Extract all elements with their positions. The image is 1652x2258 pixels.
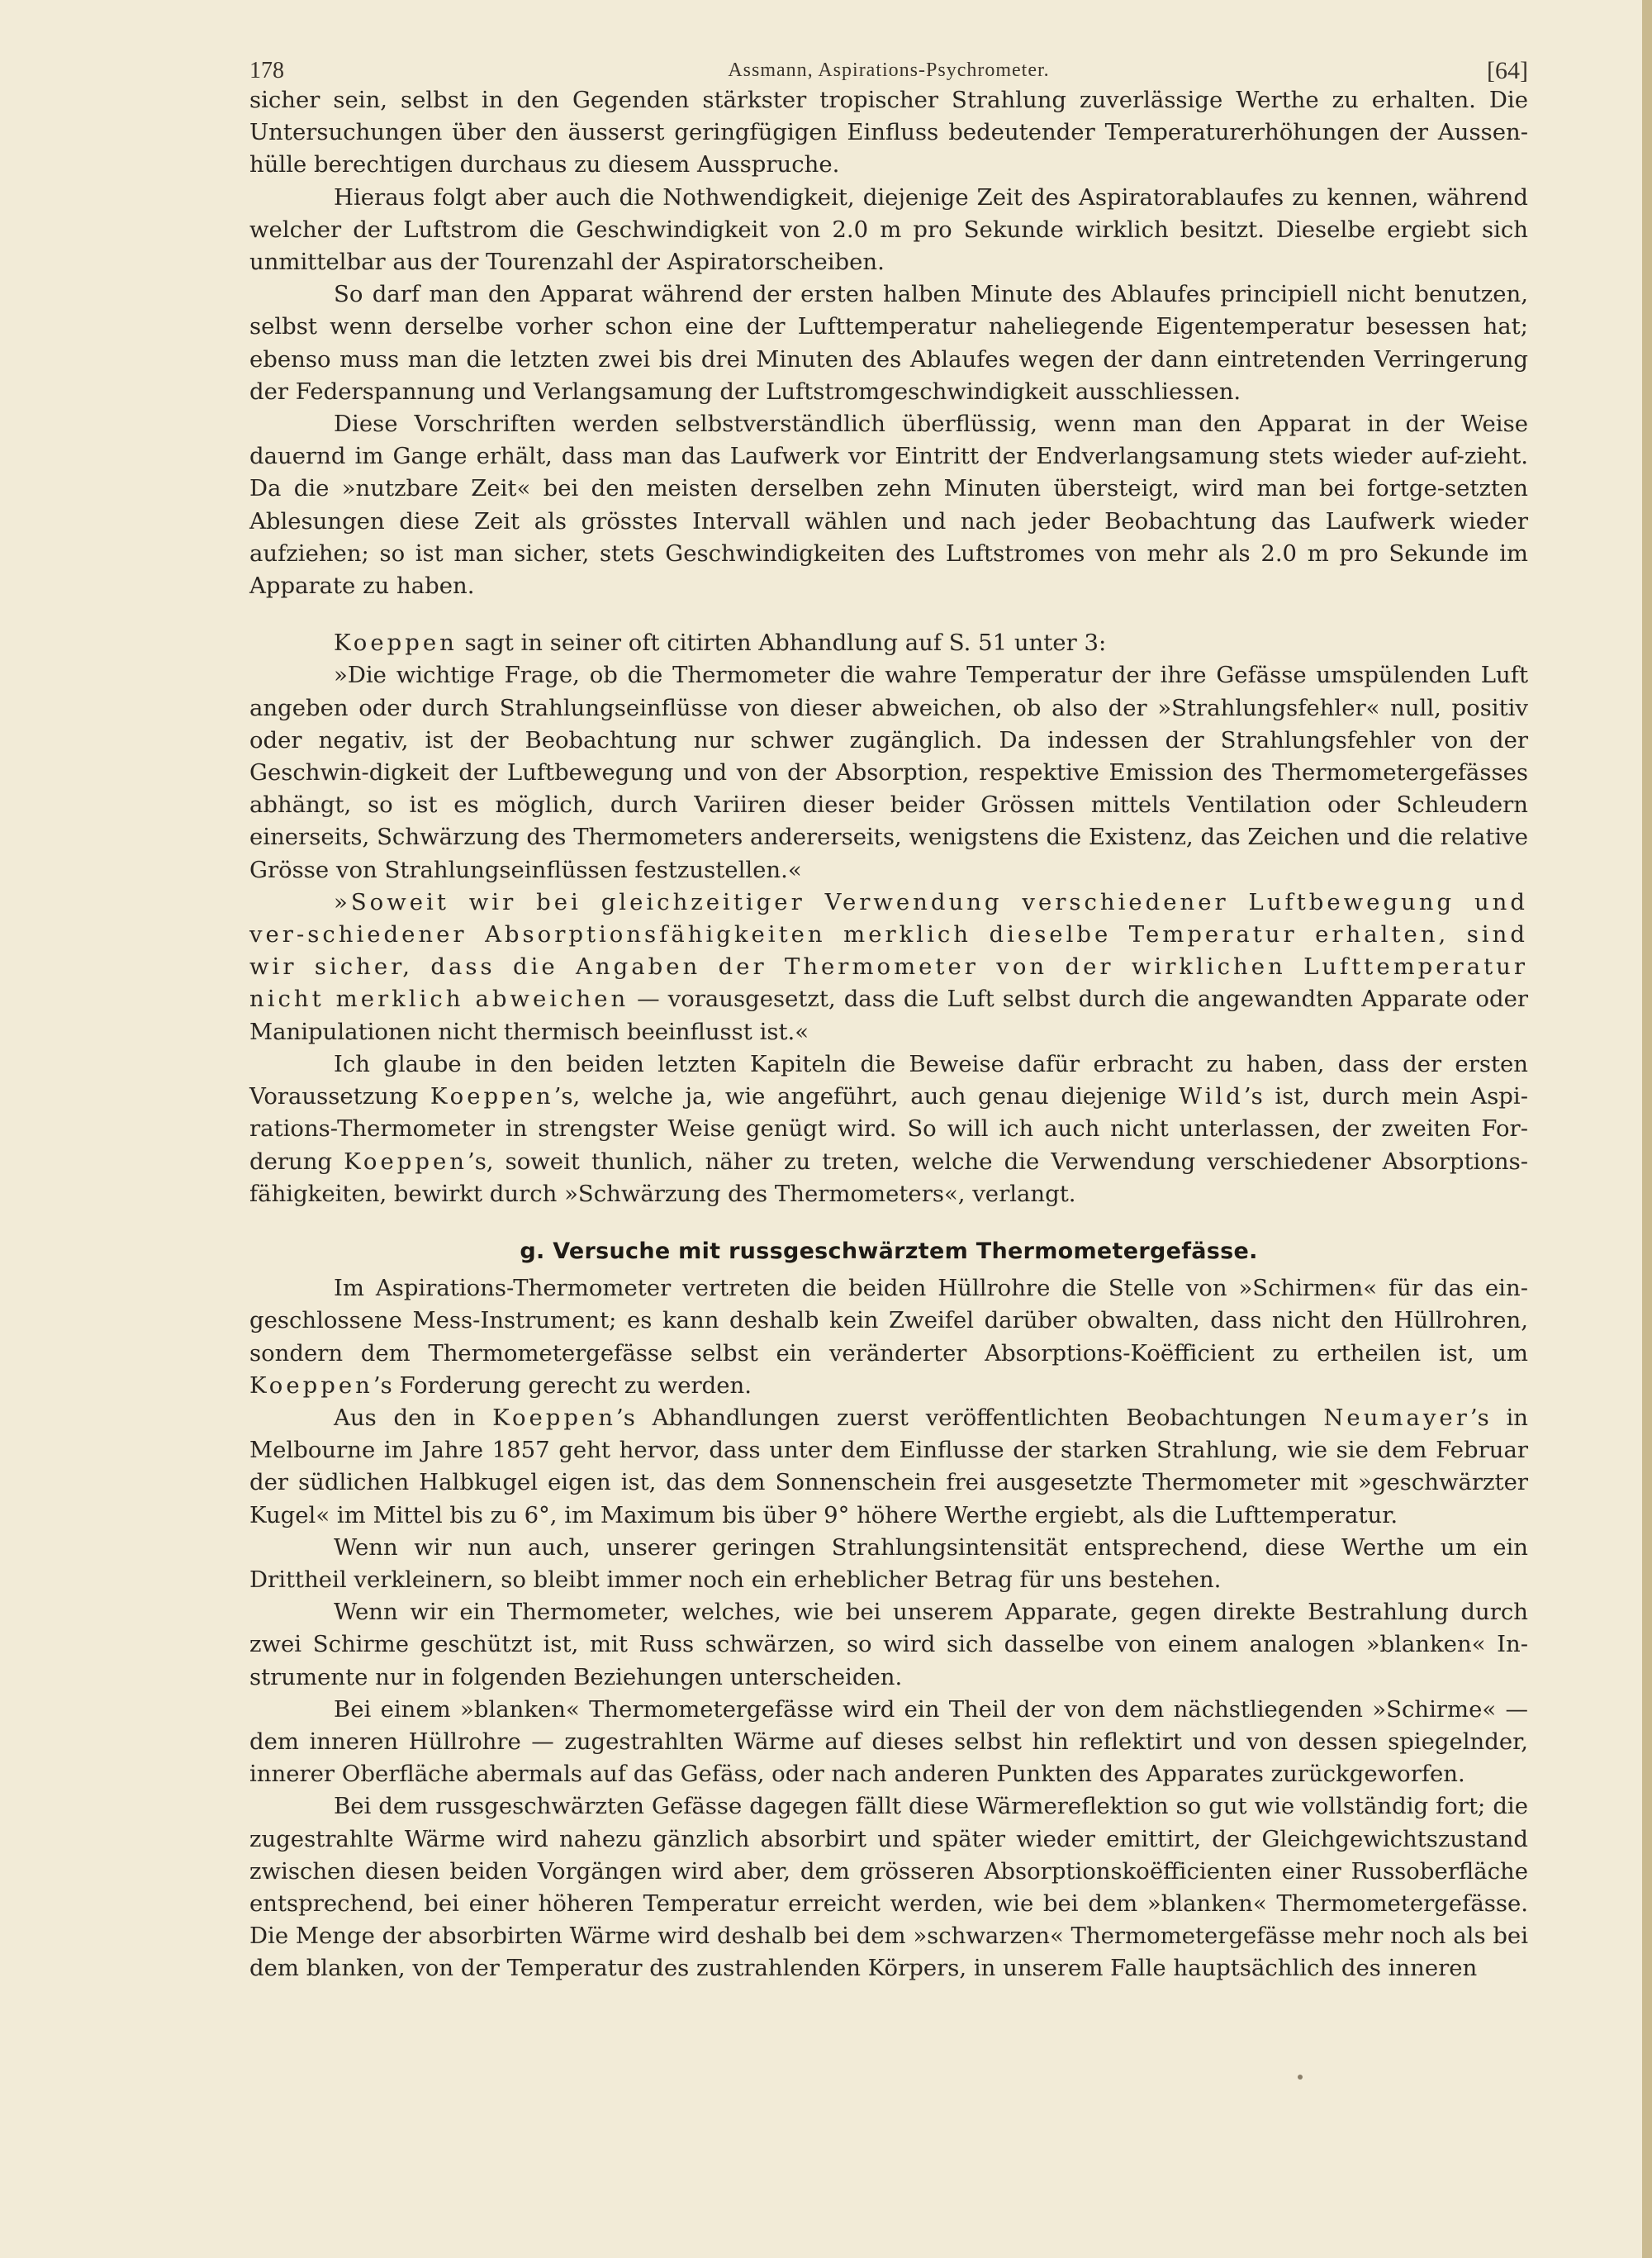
text-run: ’s, welche ja, wie angeführt, auch genau diejenige [553, 1083, 1179, 1110]
text-run: sagt in seiner oft citirten Abhandlung auf S. 51 unter 3: [457, 630, 1107, 657]
running-title: Assmann, Aspirations-Psychrometer. [728, 59, 1050, 81]
author-name: Koeppen [344, 1148, 468, 1175]
section-paragraph-6: Bei dem russgeschwärzten Gefässe dagegen fällt diese Wärmereflektion so gut wie vollständig fort; die zugestrahlte Wärme wird nahezu gänzlich absorbirt und später wieder emittirt, der Gleichgewichtszustand zwischen diesen beiden Vorgängen wird aber, dem grösseren Absorptionskoëfficienten einer Russoberfläche entsprechend, bei einer höheren Temperatur erreicht werden, wie bei dem »blanken« Thermometergefässe. Die Menge der absorbirten Wärme wird deshalb bei dem »schwarzen« Thermometergefässe mehr noch als bei dem blanken, von der Temperatur des zustrahlenden Körpers, in unserem Falle hauptsächlich des inneren [249, 1793, 1528, 1982]
author-name: Neumayer [1323, 1404, 1470, 1431]
page-number: 178 [249, 58, 284, 83]
author-name: Wild [1178, 1083, 1244, 1110]
text-run: ’s, soweit thunlich, näher zu treten, welche die Verwendung verschiedener Absorptions-fähigkeiten, bewirkt durch »Schwärzung des Thermometers«, verlangt. [249, 1148, 1528, 1207]
text-run: — vorausgesetzt, dass die Luft selbst durch die angewandten Apparate oder Manipulationen nicht thermisch beeinflusst ist.« [249, 986, 1528, 1045]
text-run: Ich glaube in den beiden letzten Kapiteln die Beweise dafür erbracht zu haben, dass der ersten Voraussetzung [249, 1050, 1528, 1110]
text-run: Aus den in [334, 1404, 493, 1431]
emphasized-text: »Soweit wir bei gleichzeitiger Verwendung verschiedener Luftbewegung und ver-schiedener Absorptionsfähigkeiten merklich dieselbe Temperatur erhalten, sind wir sicher, dass die Angaben der Thermometer von der wirklichen Lufttemperatur nicht merklich abweichen [249, 888, 1528, 1013]
author-name: Koeppen [492, 1404, 617, 1431]
bracket-page-number: [64] [1487, 57, 1528, 84]
text-run: ’s ist, durch mein Aspi-rations-Thermometer in strengster Weise genügt wird. So will ich auch nicht unterlassen, der zweiten For-derung [249, 1083, 1528, 1175]
section-paragraph-1 [249, 1272, 1528, 1402]
paragraph-regulations: Diese Vorschriften werden selbstverständlich überflüssig, wenn man den Apparat in der Weise dauernd im Gange erhält, dass man das Laufwerk vor Eintritt der Endverlangsamung stets wieder auf-zieht. Da die »nutzbare Zeit« bei den meisten derselben zehn Minuten übersteigt, wird man bei fortge-setzten Ablesungen diese Zeit als grösstes Intervall wählen und nach jeder Beobachtung das Laufwerk wieder aufziehen; so ist man sicher, stets Geschwindigkeiten des Luftstromes von mehr als 2.0 m pro Sekunde im Apparate zu haben. [249, 411, 1528, 600]
section-heading: g. Versuche mit russgeschwärztem Thermometergefässe. [520, 1238, 1258, 1264]
paragraph-conclusion [249, 1048, 1528, 1210]
running-header [249, 48, 1528, 84]
paragraph-koeppen-intro [249, 627, 1528, 659]
paragraph-first-minute: So darf man den Apparat während der ersten halben Minute des Ablaufes principiell nicht benutzen, selbst wenn derselbe vorher schon eine der Lufttemperatur naheliegende Eigentemperatur besessen hat; ebenso muss man die letzten zwei bis drei Minuten des Ablaufes wegen der dann eintretenden Verringerung der Federspannung und Verlangsamung der Luftstromgeschwindigkeit ausschliessen. [249, 281, 1528, 405]
text-run: ’s Abhandlungen zuerst veröffentlichten Beobachtungen [616, 1404, 1324, 1431]
section-paragraph-2 [249, 1402, 1528, 1532]
section-paragraph-3: Wenn wir nun auch, unserer geringen Strahlungsintensität entsprechend, diese Werthe um ein Drittheil verkleinern, so bleibt immer noch ein erheblicher Betrag für uns bestehen. [249, 1533, 1528, 1593]
text-run: ’s Forderung gerecht zu werden. [373, 1371, 752, 1399]
document-page [249, 48, 1528, 1985]
page-edge-strip [1642, 0, 1652, 2258]
author-name: Koeppen [249, 1371, 373, 1399]
author-name: Koeppen [334, 630, 458, 657]
paragraph-continued: sicher sein, selbst in den Gegenden stärkster tropischer Strahlung zuverlässige Werthe zu erhalten. Die Untersuchungen über den äusserst geringfügigen Einfluss bedeutender Temperaturerhöhungen der Aussen-hülle berechtigen durchaus zu diesem Ausspruche. [249, 87, 1528, 178]
quote-paragraph-2 [249, 887, 1528, 1048]
section-paragraph-5: Bei einem »blanken« Thermometergefässe wird ein Theil der von dem nächstliegenden »Schirme« — dem inneren Hüllrohre — zugestrahlten Wärme auf dieses selbst hin reflektirt und von dessen spiegelnder, innerer Oberfläche abermals auf das Gefäss, oder nach anderen Punkten des Apparates zurückgeworfen. [249, 1695, 1528, 1788]
section-paragraph-4: Wenn wir ein Thermometer, welches, wie bei unserem Apparate, gegen direkte Bestrahlung durch zwei Schirme geschützt ist, mit Russ schwärzen, so wird sich dasselbe von einem analogen »blanken« In-strumente nur in folgenden Beziehungen unterscheiden. [249, 1599, 1528, 1690]
paragraph-aspirator-time: Hieraus folgt aber auch die Nothwendigkeit, diejenige Zeit des Aspiratorablaufes zu kennen, während welcher der Luftstrom die Geschwindigkeit von 2.0 m pro Sekunde wirklich besitzt. Dieselbe ergiebt sich unmittelbar aus der Tourenzahl der Aspiratorscheiben. [249, 183, 1528, 276]
ink-speck [1298, 2075, 1303, 2080]
text-run: ’s in Melbourne im Jahre 1857 geht hervor, dass unter dem Einflusse der starken Strahlung, wie sie dem Februar der südlichen Halbkugel eigen ist, das dem Sonnenschein frei ausgesetzte Thermometer mit »geschwärzter Kugel« im Mittel bis zu 6°, im Maximum bis über 9° höhere Werthe ergiebt, als die Lufttemperatur. [249, 1404, 1528, 1528]
text-run: Im Aspirations-Thermometer vertreten die beiden Hüllrohre die Stelle von »Schirmen« für das ein-geschlossene Mess-Instrument; es kann deshalb kein Zweifel darüber obwalten, dass nicht den Hüllrohren, sondern dem Thermometergefässe selbst ein veränderter Absorptions-Koëfficient zu ertheilen ist, um [249, 1275, 1528, 1367]
quote-paragraph-1: »Die wichtige Frage, ob die Thermometer die wahre Temperatur der ihre Gefässe umspülenden Luft angeben oder durch Strahlungseinflüsse von dieser abweichen, ob also der »Strahlungsfehler« null, positiv oder negativ, ist der Beobachtung nur schwer zugänglich. Da indessen der Strahlungsfehler von der Geschwin-digkeit der Luftbewegung und von der Absorption, respektive Emission des Thermometergefässes abhängt, so ist es möglich, durch Variiren dieser beider Grössen mittels Ventilation oder Schleudern einerseits, Schwärzung des Thermometers andererseits, wenigstens die Existenz, das Zeichen und die relative Grösse von Strahlungseinflüssen festzustellen.« [249, 662, 1528, 883]
author-name: Koeppen [430, 1083, 554, 1110]
